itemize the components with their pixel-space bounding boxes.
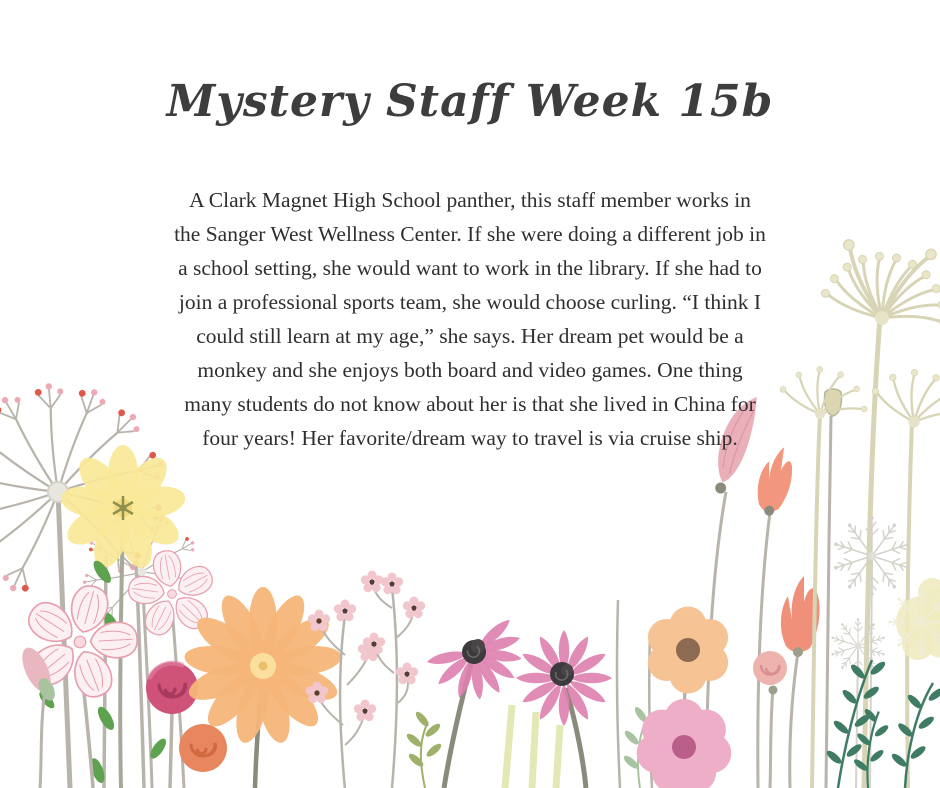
coral-rose — [179, 724, 227, 772]
poster-paragraph: A Clark Magnet High School panther, this staff member works in the Sanger West Wellness Center. If she were doing a different job in a school setting, she would want to work in the library. If she had to join a professional sports team, she would choose curling. “I think I could still learn at my age,” she says. Her dream pet would be a monkey and she enjoys both board and video games. One thing many students do not know about her is that she lived in China for four years! Her favorite/dream way to travel is via cruise ship. — [174, 188, 766, 450]
olive-sprig — [405, 710, 443, 788]
pale-green-stems — [505, 705, 560, 788]
pink-coneflowers — [421, 614, 612, 788]
teal-leaf-sprigs — [825, 660, 940, 788]
pale-yellow-puff — [888, 578, 940, 660]
poster-title: Mystery Staff Week 15b — [166, 76, 774, 127]
dark-pink-rose — [146, 662, 198, 788]
gray-snowflake-dandelions — [830, 516, 912, 788]
peach-flower — [648, 607, 728, 694]
coral-tulip — [754, 444, 795, 518]
